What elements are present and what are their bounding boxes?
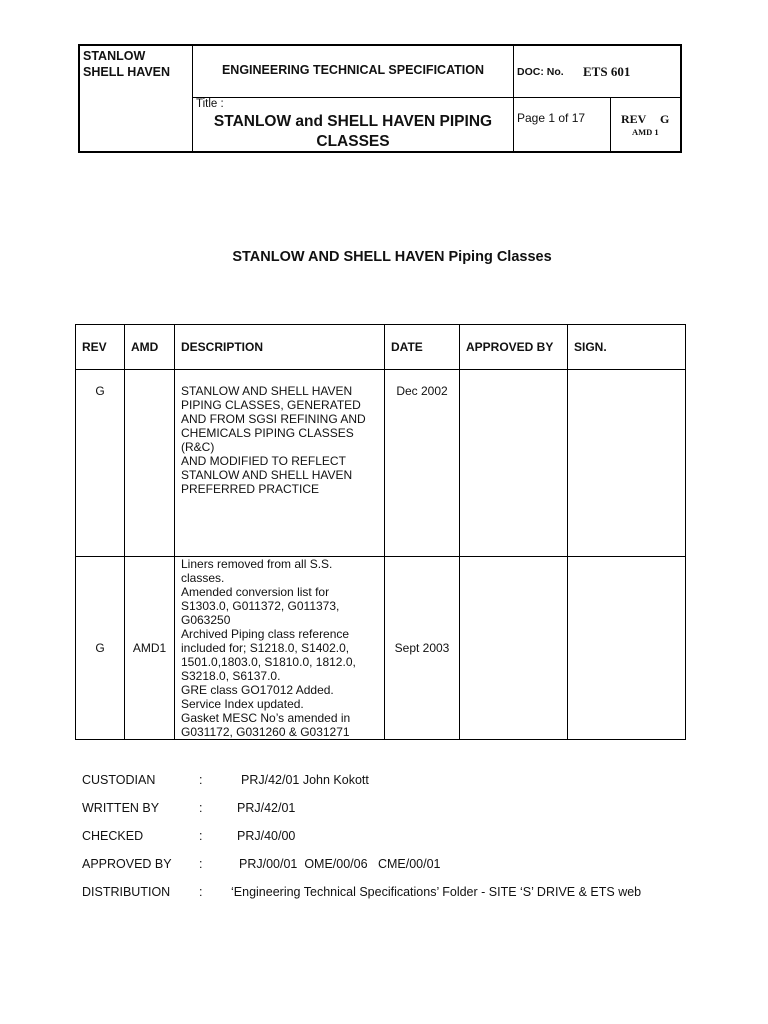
- column-header: REV: [76, 325, 125, 370]
- rev-cell: G: [76, 557, 125, 740]
- date-cell: Dec 2002: [385, 370, 460, 557]
- document-title: STANLOW and SHELL HAVEN PIPING CLASSES: [213, 113, 493, 150]
- column-header: AMD: [125, 325, 175, 370]
- sign-cell: [568, 557, 686, 740]
- sign-cell: [568, 370, 686, 557]
- doc-no-label: DOC: No.: [517, 66, 564, 78]
- doc-no-value: ETS 601: [583, 64, 631, 79]
- spec-title: ENGINEERING TECHNICAL SPECIFICATION: [221, 63, 485, 77]
- distribution-value: ‘Engineering Technical Specifications’ Folder - SITE ‘S’ DRIVE & ETS web: [231, 885, 642, 899]
- column-header: SIGN.: [568, 325, 686, 370]
- header-divider: [513, 46, 514, 151]
- revision-table: [75, 324, 686, 740]
- column-header: DESCRIPTION: [175, 325, 385, 370]
- custodian-label: CUSTODIAN: [82, 773, 156, 787]
- checked-value: PRJ/40/00: [237, 829, 296, 843]
- column-header: DATE: [385, 325, 460, 370]
- title-label: Title :: [196, 98, 224, 110]
- column-header: APPROVED BY: [460, 325, 568, 370]
- header-divider: [610, 97, 611, 151]
- checked-label: CHECKED: [82, 829, 144, 843]
- written-by-value: PRJ/42/01: [237, 801, 296, 815]
- approved-by-label: APPROVED BY: [82, 857, 172, 871]
- colon: :: [199, 829, 203, 843]
- approved-by-cell: [460, 557, 568, 740]
- colon: :: [199, 801, 203, 815]
- header-divider: [192, 97, 682, 98]
- page-number: Page 1 of 17: [517, 111, 586, 125]
- amd-label: AMD 1: [632, 127, 659, 137]
- colon: :: [199, 773, 203, 787]
- approved-by-cell: [460, 370, 568, 557]
- date-cell: Sept 2003: [385, 557, 460, 740]
- colon: :: [199, 857, 203, 871]
- description-cell: Liners removed from all S.S. classes. Amended conversion list for S1303.0, G011372, G011373, G063250 Archived Piping class reference included for; S1218.0, S1402.0, 1501.0,1803.0, S1810.0, 1812.0, S3218.0, S6137.0. GRE class GO17012 Added. Service Index updated. Gasket MESC No’s amended in G031172, G031260 & G031271: [175, 557, 385, 740]
- distribution-label: DISTRIBUTION: [82, 885, 171, 899]
- table-header-row: [76, 325, 686, 370]
- company-name: STANLOW SHELL HAVEN: [83, 49, 171, 79]
- rev-cell: G: [76, 370, 125, 557]
- custodian-value: PRJ/42/01 John Kokott: [241, 773, 369, 787]
- rev-label: REV: [621, 112, 647, 126]
- table-row: [76, 557, 686, 740]
- rev-value: G: [660, 112, 670, 126]
- amd-cell: AMD1: [125, 557, 175, 740]
- colon: :: [199, 885, 203, 899]
- description-cell: STANLOW AND SHELL HAVEN PIPING CLASSES, GENERATED AND FROM SGSI REFINING AND CHEMICALS PIPING CLASSES (R&C) AND MODIFIED TO REFLECT STANLOW AND SHELL HAVEN PREFERRED PRACTICE: [175, 370, 385, 557]
- written-by-label: WRITTEN BY: [82, 801, 160, 815]
- approved-by-value: PRJ/00/01 OME/00/06 CME/00/01: [239, 857, 441, 871]
- amd-cell: [125, 370, 175, 557]
- page-heading: STANLOW AND SHELL HAVEN Piping Classes: [232, 249, 552, 265]
- document-header: [78, 44, 682, 153]
- table-row: [76, 370, 686, 557]
